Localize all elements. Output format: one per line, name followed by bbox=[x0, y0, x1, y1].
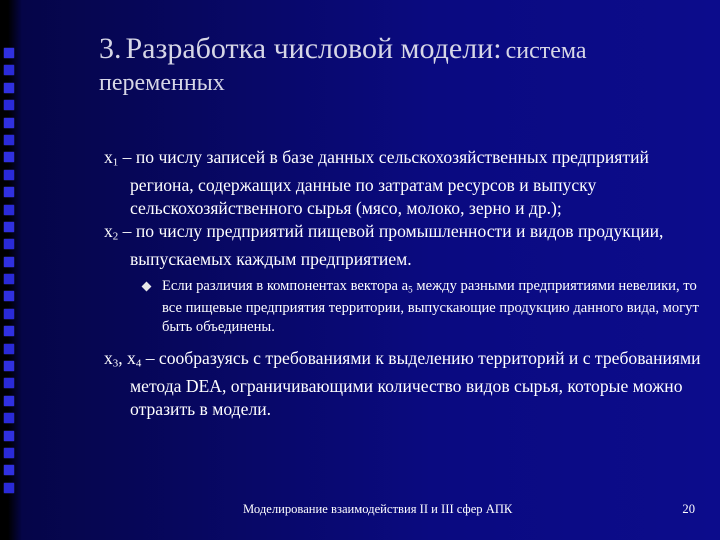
variable-name: x bbox=[127, 348, 136, 369]
list-item bbox=[104, 220, 704, 271]
variable-index: 3 bbox=[112, 357, 119, 370]
slide-body bbox=[104, 146, 704, 421]
sub-bullet-text-after: между разными предприятиями невелики, то все пищевые предприятия территории, выпускающие продукцию данного вида, могут быть объединены. bbox=[162, 277, 699, 336]
separator: , bbox=[118, 348, 128, 369]
variable-name: x bbox=[104, 147, 113, 167]
sub-bullet bbox=[162, 277, 704, 337]
variable-index: 1 bbox=[112, 156, 119, 169]
list-item bbox=[104, 347, 704, 420]
item-text: – по числу записей в базе данных сельскохозяйственных предприятий региона, содержащих данные по затратам ресурсов и выпуску сельскохозяйственного сырья (мясо, молоко, зерно и др.); bbox=[118, 147, 649, 218]
sub-bullet-index: 5 bbox=[408, 284, 413, 295]
variable-name: x bbox=[104, 221, 113, 242]
diamond-bullet-icon bbox=[142, 281, 152, 291]
footer-text: Моделирование взаимодействия II и III сфер АПК bbox=[243, 502, 513, 516]
decorative-squares bbox=[4, 48, 20, 500]
variable-index: 2 bbox=[112, 230, 119, 243]
title-small: система bbox=[505, 38, 587, 64]
variable-name: x bbox=[104, 348, 113, 369]
slide-title bbox=[99, 30, 699, 98]
title-line2: переменных bbox=[99, 69, 225, 96]
item-text: – по числу предприятий пищевой промышленности и видов продукции, выпускаемых каждым предприятием. bbox=[118, 221, 664, 270]
item-text: – сообразуясь с требованиями к выделению территорий и с требованиями метода DEA, ограничивающими количество видов сырья, которые можно отразить в модели. bbox=[130, 348, 701, 419]
list-item bbox=[104, 146, 704, 219]
title-main: Разработка числовой модели: bbox=[125, 32, 502, 65]
page-number: 20 bbox=[682, 502, 695, 516]
variable-index: 4 bbox=[135, 357, 142, 370]
sub-bullet-text-before: Если различия в компонентах вектора a bbox=[162, 277, 409, 294]
title-number: 3. bbox=[99, 32, 122, 65]
